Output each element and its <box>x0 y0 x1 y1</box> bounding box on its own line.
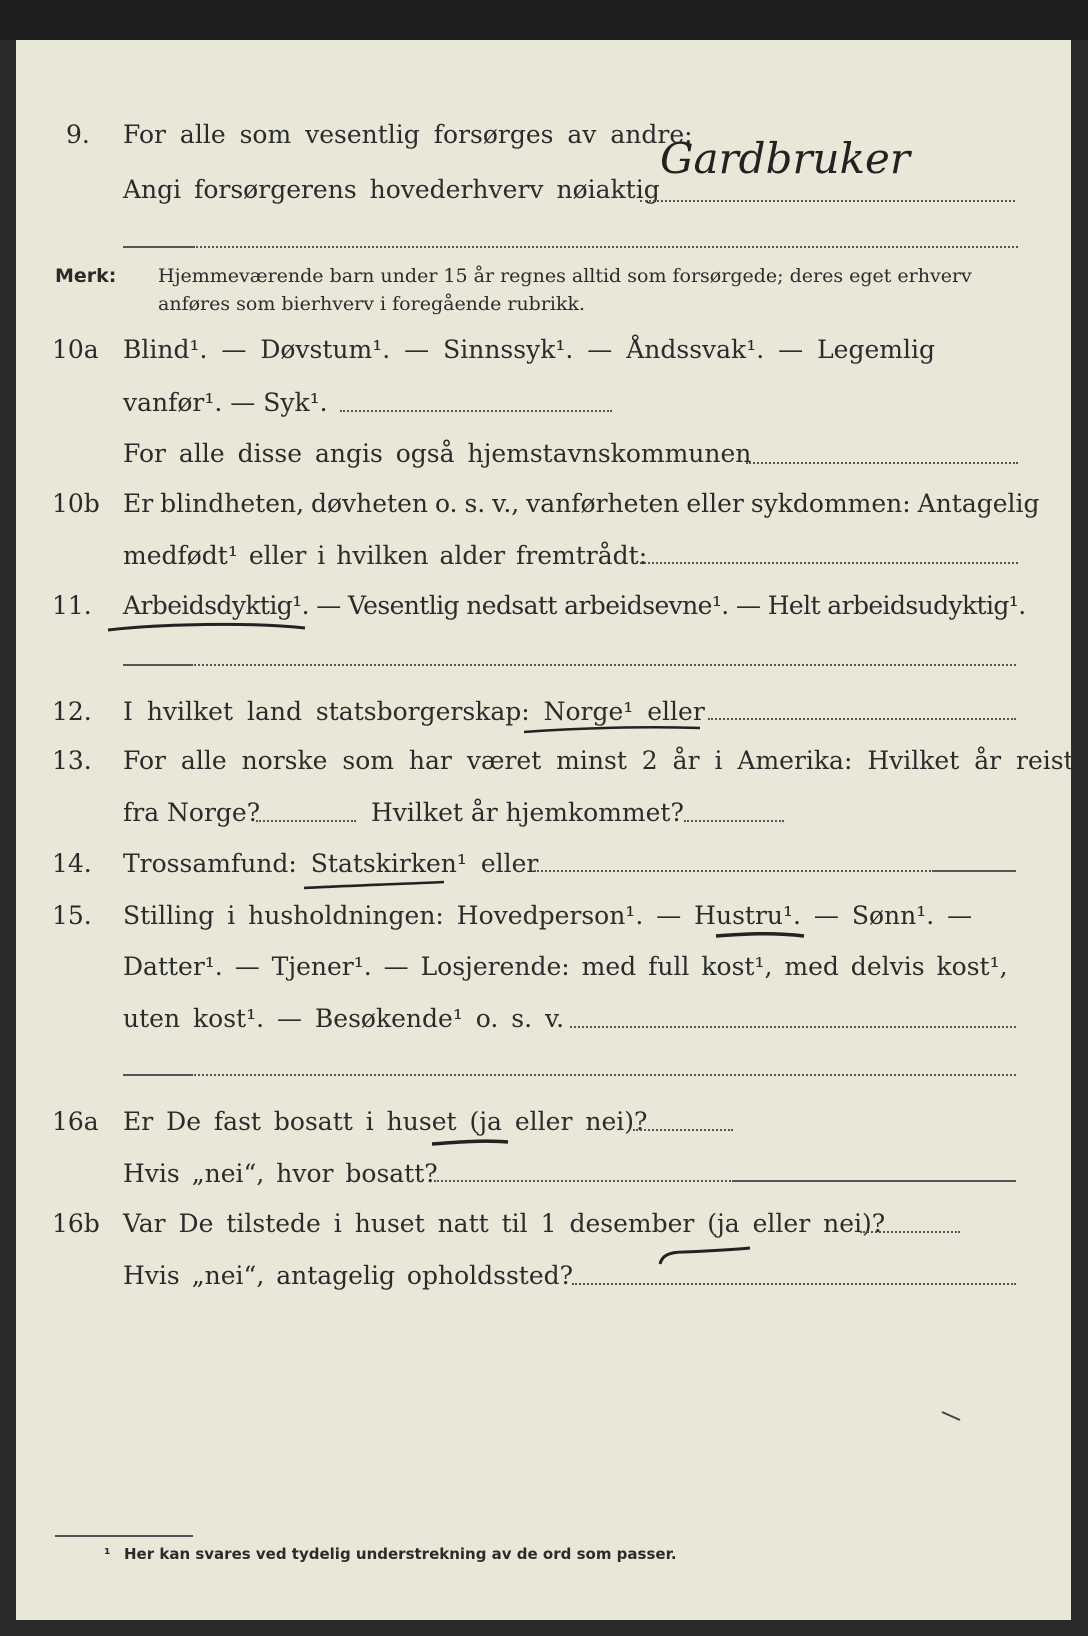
q13-line2a-dots <box>256 820 356 822</box>
q13-line2b: Hvilket år hjemkommet? <box>371 798 684 827</box>
q16a-line2-rule <box>734 1180 1016 1182</box>
stray-pen-mark <box>940 1410 964 1424</box>
q16a-line1-dots <box>633 1129 733 1131</box>
q15-line2: Datter¹. — Tjener¹. — Losjerende: med full kost¹, med delvis kost¹, <box>123 952 1008 981</box>
q15-line1: Stilling i husholdningen: Hovedperson¹. — Hustru¹. — Sønn¹. — <box>123 901 973 930</box>
q16b-line1-dots <box>860 1231 960 1233</box>
q11-line1: Arbeidsdyktig¹. — Vesentlig nedsatt arbeidsevne¹. — Helt arbeidsudyktig¹. <box>123 591 1026 620</box>
q14-dots <box>534 870 934 872</box>
footnote-mark: ¹ <box>104 1545 111 1563</box>
q15-rule <box>123 1074 191 1076</box>
q15-line3-dots <box>570 1026 1016 1028</box>
q10a-line2: vanfør¹. — Syk¹. <box>123 388 328 417</box>
footnote-rule <box>55 1535 193 1537</box>
q9-rule <box>123 246 193 248</box>
q16b-line2: Hvis „nei“, antagelig opholdssted? <box>123 1261 574 1290</box>
q15-number: 15. <box>52 901 92 930</box>
q14-pen-underline <box>300 878 450 894</box>
q13-number: 13. <box>52 746 92 775</box>
q11-pen-underline <box>100 620 320 640</box>
q10b-number: 10b <box>52 489 100 518</box>
q9-handwritten-answer: Gardbruker <box>660 134 910 183</box>
q9-line2: Angi forsørgerens hovederhverv nøiaktig <box>123 175 660 204</box>
q16a-line2-dots <box>434 1180 734 1182</box>
footnote-text: Her kan svares ved tydelig understrekning av de ord som passer. <box>124 1545 677 1563</box>
q14-line1: Trossamfund: Statskirken¹ eller <box>123 849 539 878</box>
q14-rule <box>934 870 1016 872</box>
q11-rule-dots <box>191 664 1016 666</box>
q15-pen-underline <box>712 928 812 944</box>
q10a-line2-dots <box>340 410 612 412</box>
q9-line1: For alle som vesentlig forsørges av andre: <box>123 120 693 149</box>
q11-number: 11. <box>52 591 92 620</box>
q16a-line1: Er De fast bosatt i huset (ja eller nei)? <box>123 1107 648 1136</box>
q16a-number: 16a <box>52 1107 99 1136</box>
merk-label: Merk: <box>55 265 117 287</box>
scan-top-edge <box>0 0 1088 40</box>
q10a-number: 10a <box>52 335 99 364</box>
q12-pen-underline <box>518 722 708 740</box>
q16a-pen-underline <box>428 1136 512 1152</box>
q12-dots <box>708 718 1016 720</box>
q14-number: 14. <box>52 849 92 878</box>
q13-line1: For alle norske som har været minst 2 år i Amerika: Hvilket år reist <box>123 746 1074 775</box>
q9-number: 9. <box>66 120 90 149</box>
q16b-pen-underline <box>654 1246 754 1270</box>
q16b-number: 16b <box>52 1209 100 1238</box>
q9-answer-line <box>640 200 1015 202</box>
q13-line2b-dots <box>684 820 784 822</box>
q10b-line2-dots <box>640 562 1018 564</box>
q16a-line2: Hvis „nei“, hvor bosatt? <box>123 1159 438 1188</box>
q12-number: 12. <box>52 697 92 726</box>
q15-rule-dots <box>191 1074 1016 1076</box>
q10b-line2: medfødt¹ eller i hvilken alder fremtrådt: <box>123 541 648 570</box>
q13-line2a: fra Norge? <box>123 798 261 827</box>
q10a-line3: For alle disse angis også hjemstavnskommunen <box>123 439 752 468</box>
q9-rule-dots <box>193 246 1018 248</box>
q12-line1: I hvilket land statsborgerskap: Norge¹ eller <box>123 697 705 726</box>
q15-line3: uten kost¹. — Besøkende¹ o. s. v. <box>123 1004 565 1033</box>
q10a-line3-dots <box>746 462 1018 464</box>
merk-line2: anføres som bierhverv i foregående rubrikk. <box>158 293 586 315</box>
q16b-line1: Var De tilstede i huset natt til 1 desember (ja eller nei)? <box>123 1209 886 1238</box>
q11-rule <box>123 664 191 666</box>
q10a-line1: Blind¹. — Døvstum¹. — Sinnssyk¹. — Åndssvak¹. — Legemlig <box>123 335 935 364</box>
q10b-line1: Er blindheten, døvheten o. s. v., vanførheten eller sykdommen: Antagelig <box>123 489 1040 518</box>
merk-line1: Hjemmeværende barn under 15 år regnes alltid som forsørgede; deres eget erhverv <box>158 265 972 287</box>
q16b-line2-dots <box>572 1283 1016 1285</box>
